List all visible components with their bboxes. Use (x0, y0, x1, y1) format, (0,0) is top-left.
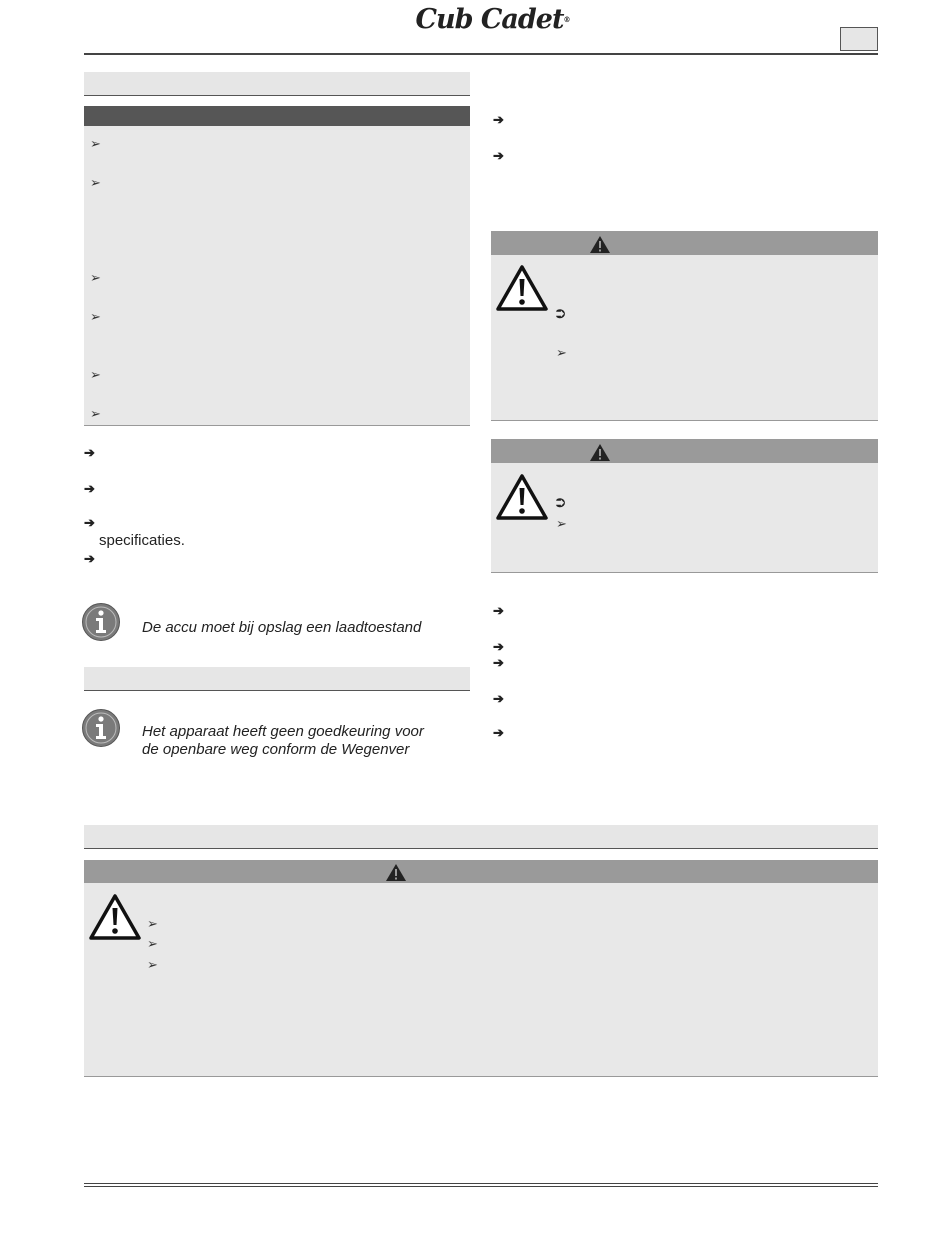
circle-arrow-icon: ⮊ (556, 307, 566, 321)
header-rule (84, 53, 878, 55)
circle-arrow-icon: ⮊ (556, 496, 566, 510)
section-heading-left-top (84, 72, 470, 96)
section-heading-full (84, 825, 878, 849)
section-heading-left-mid (84, 667, 470, 691)
arrow-icon: ➔ (84, 515, 95, 530)
bullet-icon: ➢ (90, 270, 101, 285)
left-info-panel (84, 106, 470, 426)
arrow-icon: ➔ (493, 112, 504, 127)
warning-small-icon (385, 863, 407, 882)
footer-rule-2 (84, 1186, 878, 1187)
specifications-text: specificaties. (99, 532, 185, 549)
bullet-icon: ➢ (90, 309, 101, 324)
warning-triangle-icon (496, 264, 548, 312)
arrow-icon: ➔ (493, 725, 504, 740)
arrow-icon: ➔ (84, 551, 95, 566)
bullet-icon: ➢ (90, 406, 101, 421)
info-icon (81, 708, 121, 748)
bullet-icon: ➢ (90, 367, 101, 382)
footer-rule-1 (84, 1183, 878, 1184)
left-panel-header (84, 106, 470, 126)
arrow-icon: ➔ (493, 148, 504, 163)
warning-triangle-icon (496, 473, 548, 521)
warning-triangle-icon (89, 893, 141, 941)
warning-small-icon (589, 443, 611, 462)
logo-text: Cub Cadet (415, 4, 564, 35)
note-road-line2: de openbare weg conform de Wegenver (142, 741, 410, 758)
warning-panel-3 (84, 860, 878, 1077)
logo-mark: ® (563, 15, 570, 24)
warning-panel-1 (491, 231, 878, 421)
brand-logo (405, 4, 580, 36)
arrow-icon: ➔ (493, 691, 504, 706)
bullet-icon: ➢ (147, 957, 158, 972)
warning-panel-2-header (491, 439, 878, 463)
warning-small-icon (589, 235, 611, 254)
arrow-icon: ➔ (493, 655, 504, 670)
arrow-icon: ➔ (493, 639, 504, 654)
arrow-icon: ➔ (84, 445, 95, 460)
warning-panel-2 (491, 439, 878, 573)
note-road-line1: Het apparaat heeft geen goedkeuring voor (142, 723, 424, 740)
bullet-icon: ➢ (147, 916, 158, 931)
bullet-icon: ➢ (147, 936, 158, 951)
warning-panel-1-header (491, 231, 878, 255)
arrow-icon: ➔ (493, 603, 504, 618)
bullet-icon: ➢ (90, 136, 101, 151)
bullet-icon: ➢ (556, 345, 567, 360)
bullet-icon: ➢ (90, 175, 101, 190)
info-icon (81, 602, 121, 642)
arrow-icon: ➔ (84, 481, 95, 496)
warning-panel-3-header (84, 860, 878, 883)
bullet-icon: ➢ (556, 516, 567, 531)
page-number-box (840, 27, 878, 51)
note-battery-text: De accu moet bij opslag een laadtoestand (142, 619, 422, 636)
